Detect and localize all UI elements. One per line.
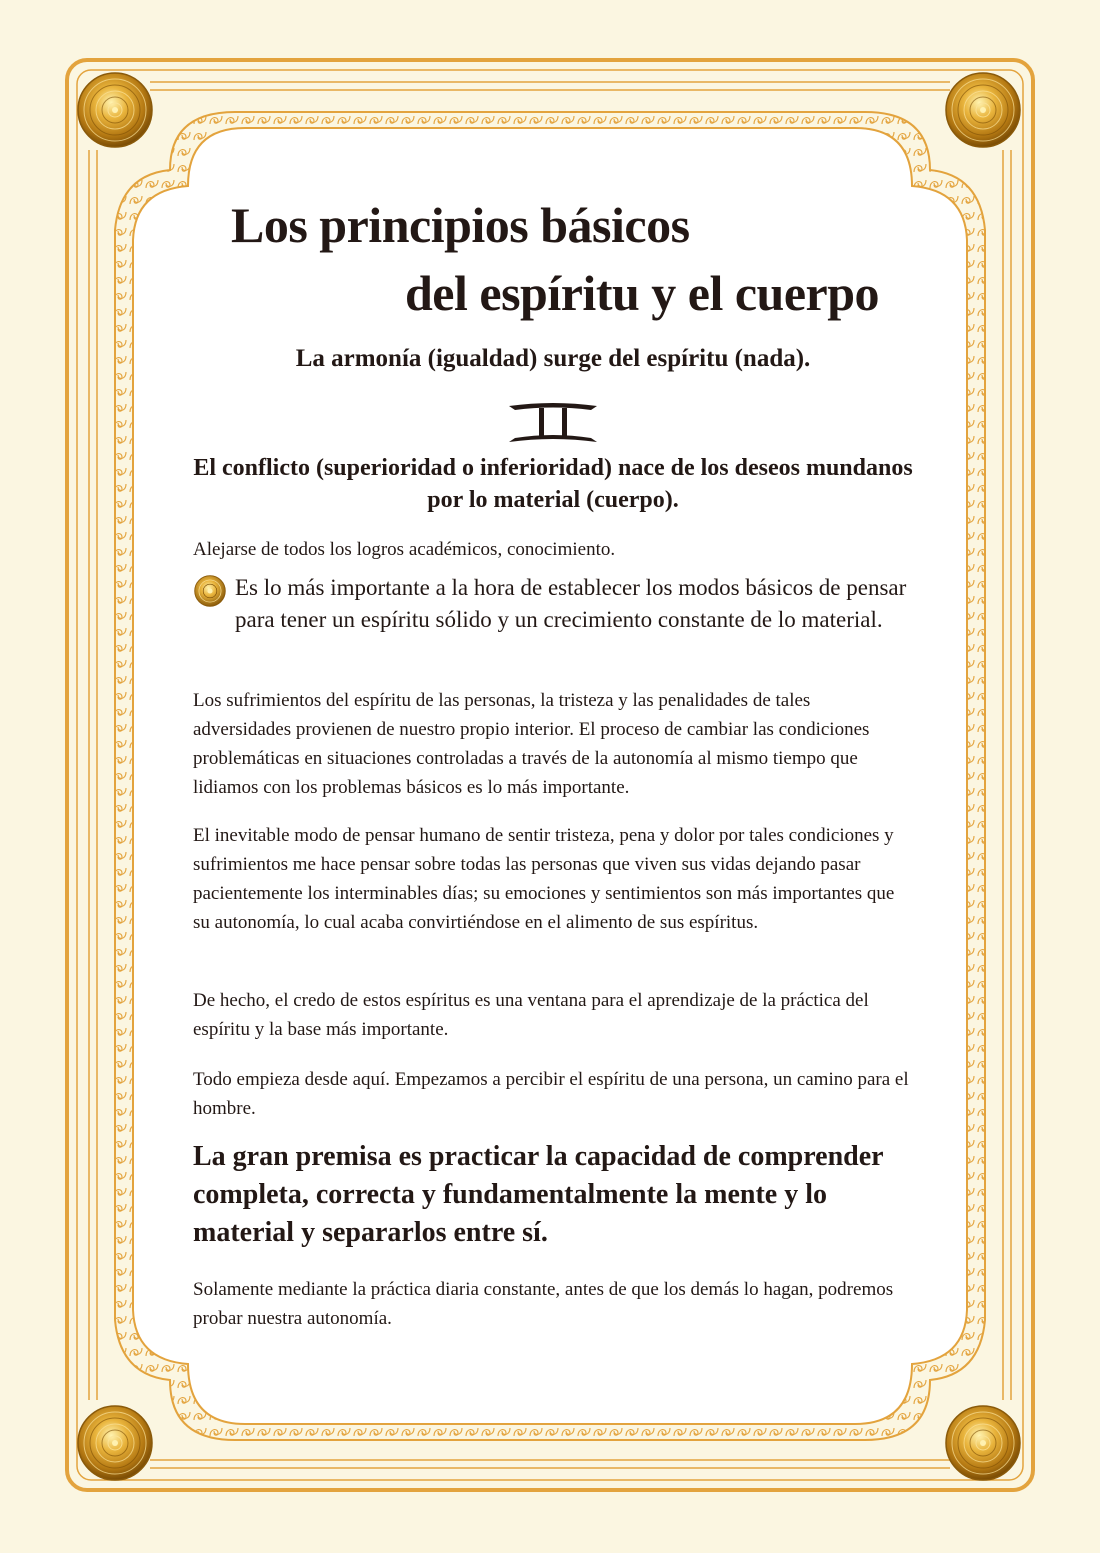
corner-medallion-icon	[78, 73, 152, 147]
paragraph-2: Los sufrimientos del espíritu de las personas, la tristeza y las penalidades de tales adversidades provienen de nuestro propio interior. El proceso de cambiar las condiciones problemáticas en situaciones controladas a través de la autonomía al mismo tiempo que lidiamos con los problemas básicos es lo más importante.	[193, 690, 870, 798]
corner-medallion-icon	[78, 1406, 152, 1480]
subtitle-harmony: La armonía (igualdad) surge del espíritu (nada).	[295, 345, 811, 372]
paragraph-3: El inevitable modo de pensar humano de sentir tristeza, pena y dolor por tales condiciones y sufrimientos me hace pensar sobre todas las personas que viven sus vidas dejando pasar pacientemente los interminables días; su emociones y sentimientos son más importantes que su autonomía, lo cual acaba convirtiéndose en el alimento de sus espíritus.	[193, 825, 895, 933]
gold-medallion-icon	[193, 574, 227, 608]
paragraph-1: Alejarse de todos los logros académicos, conocimiento.	[193, 539, 616, 560]
corner-medallion-icon	[946, 1406, 1020, 1480]
not-equal-symbol-icon	[505, 402, 601, 442]
closing-paragraph: Solamente mediante la práctica diaria constante, antes de que los demás lo hagan, podremos probar nuestra autonomía.	[193, 1279, 894, 1329]
premise-heading: La gran premisa es practicar la capacidad de comprender completa, correcta y fundamentalmente la mente y lo material y separarlos entre sí.	[193, 1141, 884, 1248]
paragraph-5: Todo empieza desde aquí. Empezamos a percibir el espíritu de una persona, un camino para el hombre.	[193, 1069, 909, 1119]
paragraph-4: De hecho, el credo de estos espíritus es una ventana para el aprendizaje de la práctica del espíritu y la base más importante.	[193, 990, 869, 1040]
document-body	[193, 0, 913, 1553]
subtitle-conflict: El conflicto (superioridad o inferioridad) nace de los deseos mundanos por lo material (cuerpo).	[193, 455, 913, 513]
page-title-line-1: Los principios básicos	[231, 197, 690, 253]
bullet-text: Es lo más importante a la hora de establecer los modos básicos de pensar para tener un espíritu sólido y un crecimiento constante de lo material.	[235, 575, 907, 632]
page-title-line-2: del espíritu y el cuerpo	[405, 265, 880, 321]
corner-medallion-icon	[946, 73, 1020, 147]
